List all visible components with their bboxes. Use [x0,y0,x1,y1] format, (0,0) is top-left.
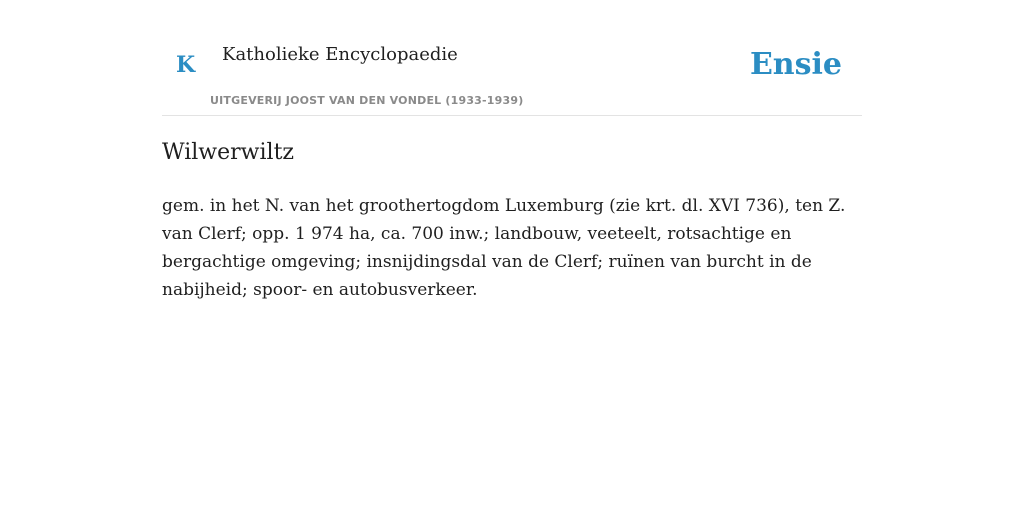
encyclopedia-title[interactable]: Katholieke Encyclopaedie [222,44,458,65]
header [162,0,862,116]
publisher-subtitle: UITGEVERIJ JOOST VAN DEN VONDEL (1933-1939) [210,94,524,107]
ensie-brand-logo[interactable]: Ensie [749,47,842,82]
content-container [162,0,862,300]
article-body: gem. in het N. van het groothertogdom Luxemburg (zie krt. dl. XVI 736), ten Z. van Clerf; opp. 1 974 ha, ca. 700 inw.; landbouw, veeteelt, rotsachtige en bergachtige omgeving; insnijdingsdal van de Clerf; ruïnen van burcht in de nabijheid; spoor- en autobusverkeer. [162,196,846,300]
article-title: Wilwerwiltz [162,140,294,165]
encyclopedia-logo[interactable]: K [176,52,196,78]
